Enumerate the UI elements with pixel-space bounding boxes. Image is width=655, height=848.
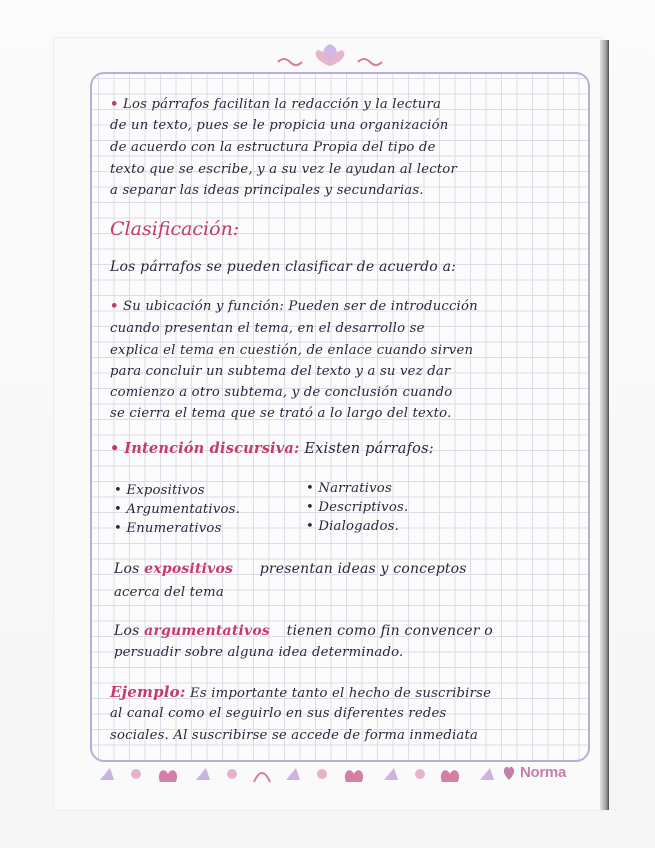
example-label: Ejemplo:	[110, 683, 186, 701]
intention-right-item: • Descriptivos.	[306, 500, 409, 515]
intention-left-item: • Expositivos	[114, 483, 205, 498]
location-line-1	[110, 298, 478, 316]
intro-line-5: a separar las ideas principales y secundarias.	[110, 183, 424, 198]
intention-rest: Existen párrafos:	[304, 441, 434, 457]
intro-line-1	[110, 96, 441, 114]
location-bullet: •	[110, 299, 119, 314]
location-line-3: explica el tema en cuestión, de enlace cuando sirven	[110, 343, 474, 358]
classification-line: Los párrafos se pueden clasificar de acuerdo a:	[110, 259, 457, 275]
argumentative-keyword: argumentativos	[144, 623, 270, 639]
expository-post: presentan ideas y conceptos	[259, 561, 467, 577]
expository-keyword: expositivos	[144, 561, 234, 577]
intention-right-item: • Narrativos	[306, 481, 392, 496]
page-edge-shadow	[600, 40, 609, 810]
intention-label: Intención discursiva:	[124, 440, 300, 457]
argumentative-pre: Los	[114, 623, 140, 639]
intro-text-1: Los párrafos facilitan la redacción y la lectura	[123, 97, 442, 112]
intention-left-item: • Argumentativos.	[114, 502, 240, 517]
top-floral-decoration-icon	[270, 40, 390, 68]
argumentative-line-2: persuadir sobre alguna idea determinado.	[114, 645, 404, 660]
example-line-1	[110, 683, 491, 703]
intro-line-3: de acuerdo con la estructura Propia del tipo de	[110, 140, 436, 155]
location-label: Su ubicación y función:	[123, 299, 284, 314]
example-line-3: sociales. Al suscribirse se accede de forma inmediata	[110, 728, 479, 743]
location-line-6: se cierra el tema que se trató a lo largo del texto.	[110, 406, 452, 421]
intention-line	[110, 440, 434, 458]
classification-heading: Clasificación:	[110, 218, 240, 240]
brand-logo: Norma	[520, 764, 567, 781]
bottom-floral-strip-icon	[96, 762, 516, 784]
expository-line-2: acerca del tema	[114, 585, 224, 600]
intro-line-4: texto que se escribe, y a su vez le ayudan al lector	[110, 162, 457, 177]
norma-logo-icon	[500, 765, 518, 781]
location-line-2: cuando presentan el tema, en el desarrollo se	[110, 321, 425, 336]
expository-line-1	[114, 560, 467, 578]
example-text-1: Es importante tanto el hecho de suscribirse	[190, 686, 492, 701]
intro-line-2: de un texto, pues se le propicia una organización	[110, 118, 449, 133]
argumentative-line-1	[114, 622, 493, 640]
intention-left-item: • Enumerativos	[114, 521, 222, 536]
location-line-4: para concluir un subtema del texto y a su vez dar	[110, 364, 451, 379]
intention-bullet: •	[110, 440, 120, 457]
location-text-1: Pueden ser de introducción	[288, 299, 478, 314]
location-line-5: comienzo a otro subtema, y de conclusión cuando	[110, 385, 453, 400]
intention-right-item: • Dialogados.	[306, 519, 400, 534]
expository-pre: Los	[114, 561, 140, 577]
example-line-2: al canal como el seguirlo en sus diferentes redes	[110, 706, 447, 721]
intro-bullet: •	[110, 97, 119, 112]
argumentative-post: tienen como fin convencer o	[286, 623, 493, 639]
